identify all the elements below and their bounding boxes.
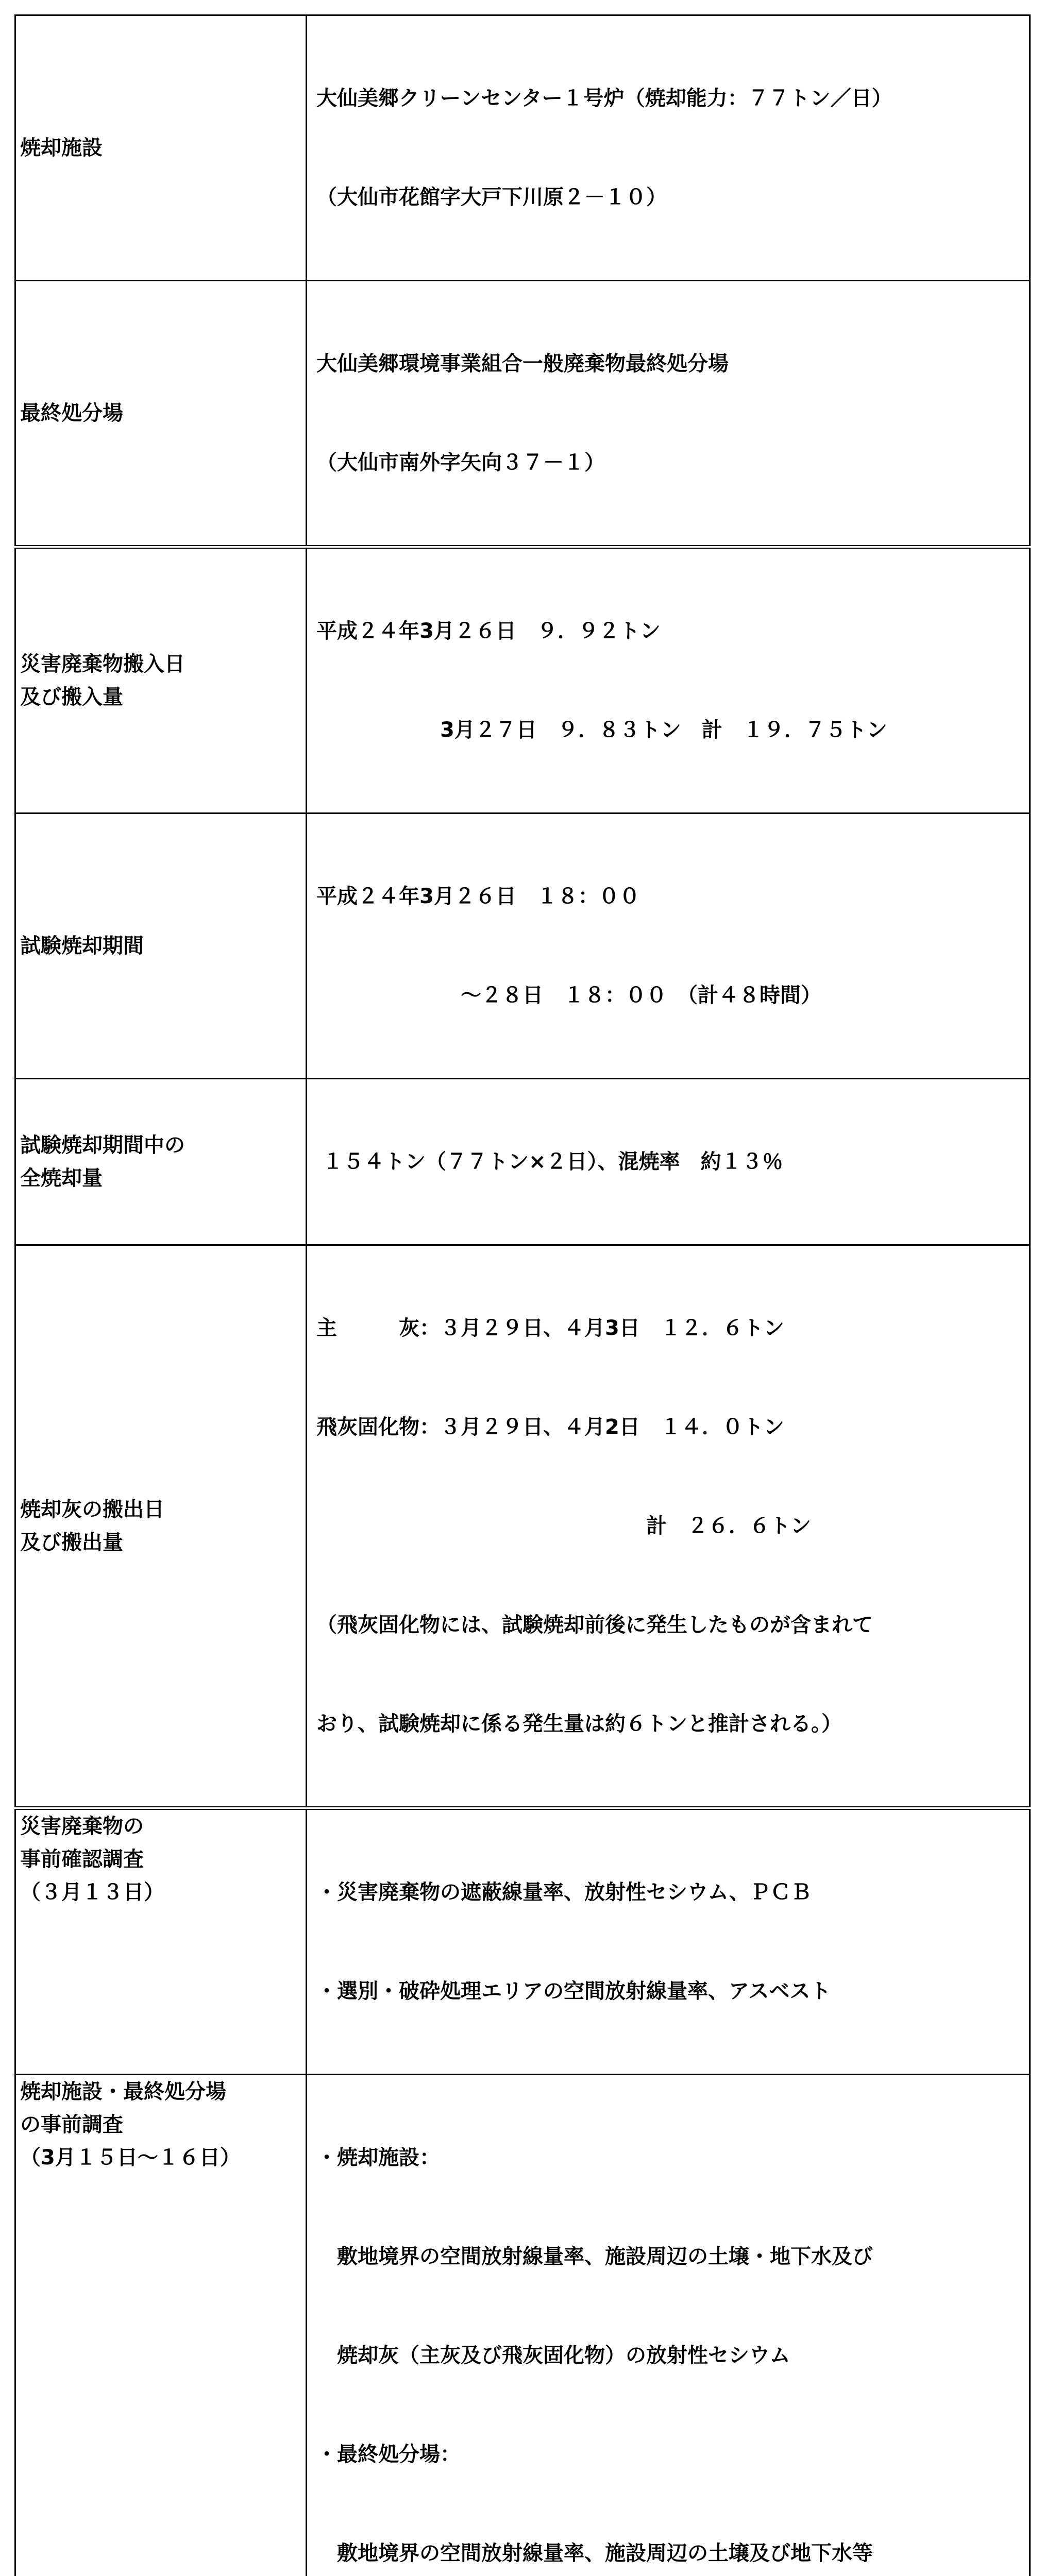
content-line: 敷地境界の空間放射線量率、施設周辺の土壌・地下水及び [316, 2240, 1023, 2273]
row-content [307, 547, 1030, 814]
table-row [15, 814, 1030, 1079]
row-header [15, 2075, 307, 2576]
row-header-line: 焼却施設・最終処分場 [20, 2075, 299, 2108]
row-header [15, 814, 307, 1079]
row-header [15, 1245, 307, 1808]
row-header-line: （３月１３日） [20, 1876, 299, 1909]
row-header [15, 1808, 307, 2075]
table-row [15, 1245, 1030, 1808]
row-header-line: 及び搬出量 [20, 1526, 299, 1559]
row-content [307, 1245, 1030, 1808]
content-line: （大仙市南外字矢向３７－１） [316, 446, 1023, 479]
row-header-line: 事前確認調査 [20, 1843, 299, 1876]
row-header-line: 試験焼却期間中の [20, 1129, 299, 1162]
row-content [307, 1079, 1030, 1245]
row-header-line: 災害廃棄物の [20, 1810, 299, 1843]
row-header-line: 最終処分場 [20, 397, 299, 430]
content-line: 焼却灰（主灰及び飛灰固化物）の放射性セシウム [316, 2339, 1023, 2372]
content-line: ・災害廃棄物の遮蔽線量率、放射性セシウム、ＰＣＢ [316, 1876, 1023, 1909]
row-content [307, 2075, 1030, 2576]
content-line: １５４トン（７７トン×２日）、混焼率 約１３％ [323, 1145, 1023, 1178]
row-header-line: 災害廃棄物搬入日 [20, 648, 299, 681]
row-header [15, 281, 307, 547]
table-row [15, 2075, 1030, 2576]
row-content [307, 281, 1030, 547]
content-line: ～２８日 １８：００ （計４８時間） [316, 979, 1023, 1012]
row-content [307, 1808, 1030, 2075]
content-line: おり、試験焼却に係る発生量は約６トンと推計される。） [316, 1707, 1023, 1740]
row-header-line: の事前調査 [20, 2108, 299, 2141]
content-line: 大仙美郷環境事業組合一般廃棄物最終処分場 [316, 347, 1023, 380]
table-row [15, 1808, 1030, 2075]
row-header [15, 15, 307, 281]
row-content [307, 15, 1030, 281]
content-line: 大仙美郷クリーンセンター１号炉（焼却能力：７７トン／日） [316, 82, 1023, 115]
content-line: 平成２４年3月２６日 １８：００ [316, 880, 1023, 913]
content-line: ・焼却施設： [316, 2141, 1023, 2174]
row-header-line: 及び搬入量 [20, 681, 299, 714]
content-line: ・選別・破砕処理エリアの空間放射線量率、アスベスト [316, 1975, 1023, 2008]
survey-summary-table [14, 14, 1031, 2576]
table-row [15, 15, 1030, 281]
content-line: （大仙市花館字大戸下川原２－１０） [316, 181, 1023, 214]
content-line: 平成２４年3月２６日 ９．９２トン [316, 615, 1023, 648]
content-line: 計 ２６．６トン [316, 1510, 1023, 1543]
row-header-line: （3月１５日～１６日） [20, 2141, 299, 2174]
content-line: 敷地境界の空間放射線量率、施設周辺の土壌及び地下水等 [316, 2537, 1023, 2570]
row-content [307, 814, 1030, 1079]
content-line: 主 灰：３月２９日、４月3日 １２．６トン [316, 1312, 1023, 1345]
row-header-line: 試験焼却期間 [20, 929, 299, 962]
table-row [15, 547, 1030, 814]
row-header-line: 全焼却量 [20, 1162, 299, 1195]
content-line: ・最終処分場： [316, 2438, 1023, 2471]
row-header [15, 1079, 307, 1245]
row-header [15, 547, 307, 814]
content-line: 飛灰固化物：３月２９日、４月2日 １４．０トン [316, 1411, 1023, 1444]
table-row [15, 281, 1030, 547]
table-row [15, 1079, 1030, 1245]
content-line: （飛灰固化物には、試験焼却前後に発生したものが含まれて [316, 1608, 1023, 1641]
row-header-line: 焼却施設 [20, 131, 299, 164]
row-header-line: 焼却灰の搬出日 [20, 1493, 299, 1526]
content-line: 3月２７日 ９．８３トン 計 １９．７５トン [316, 714, 1023, 747]
